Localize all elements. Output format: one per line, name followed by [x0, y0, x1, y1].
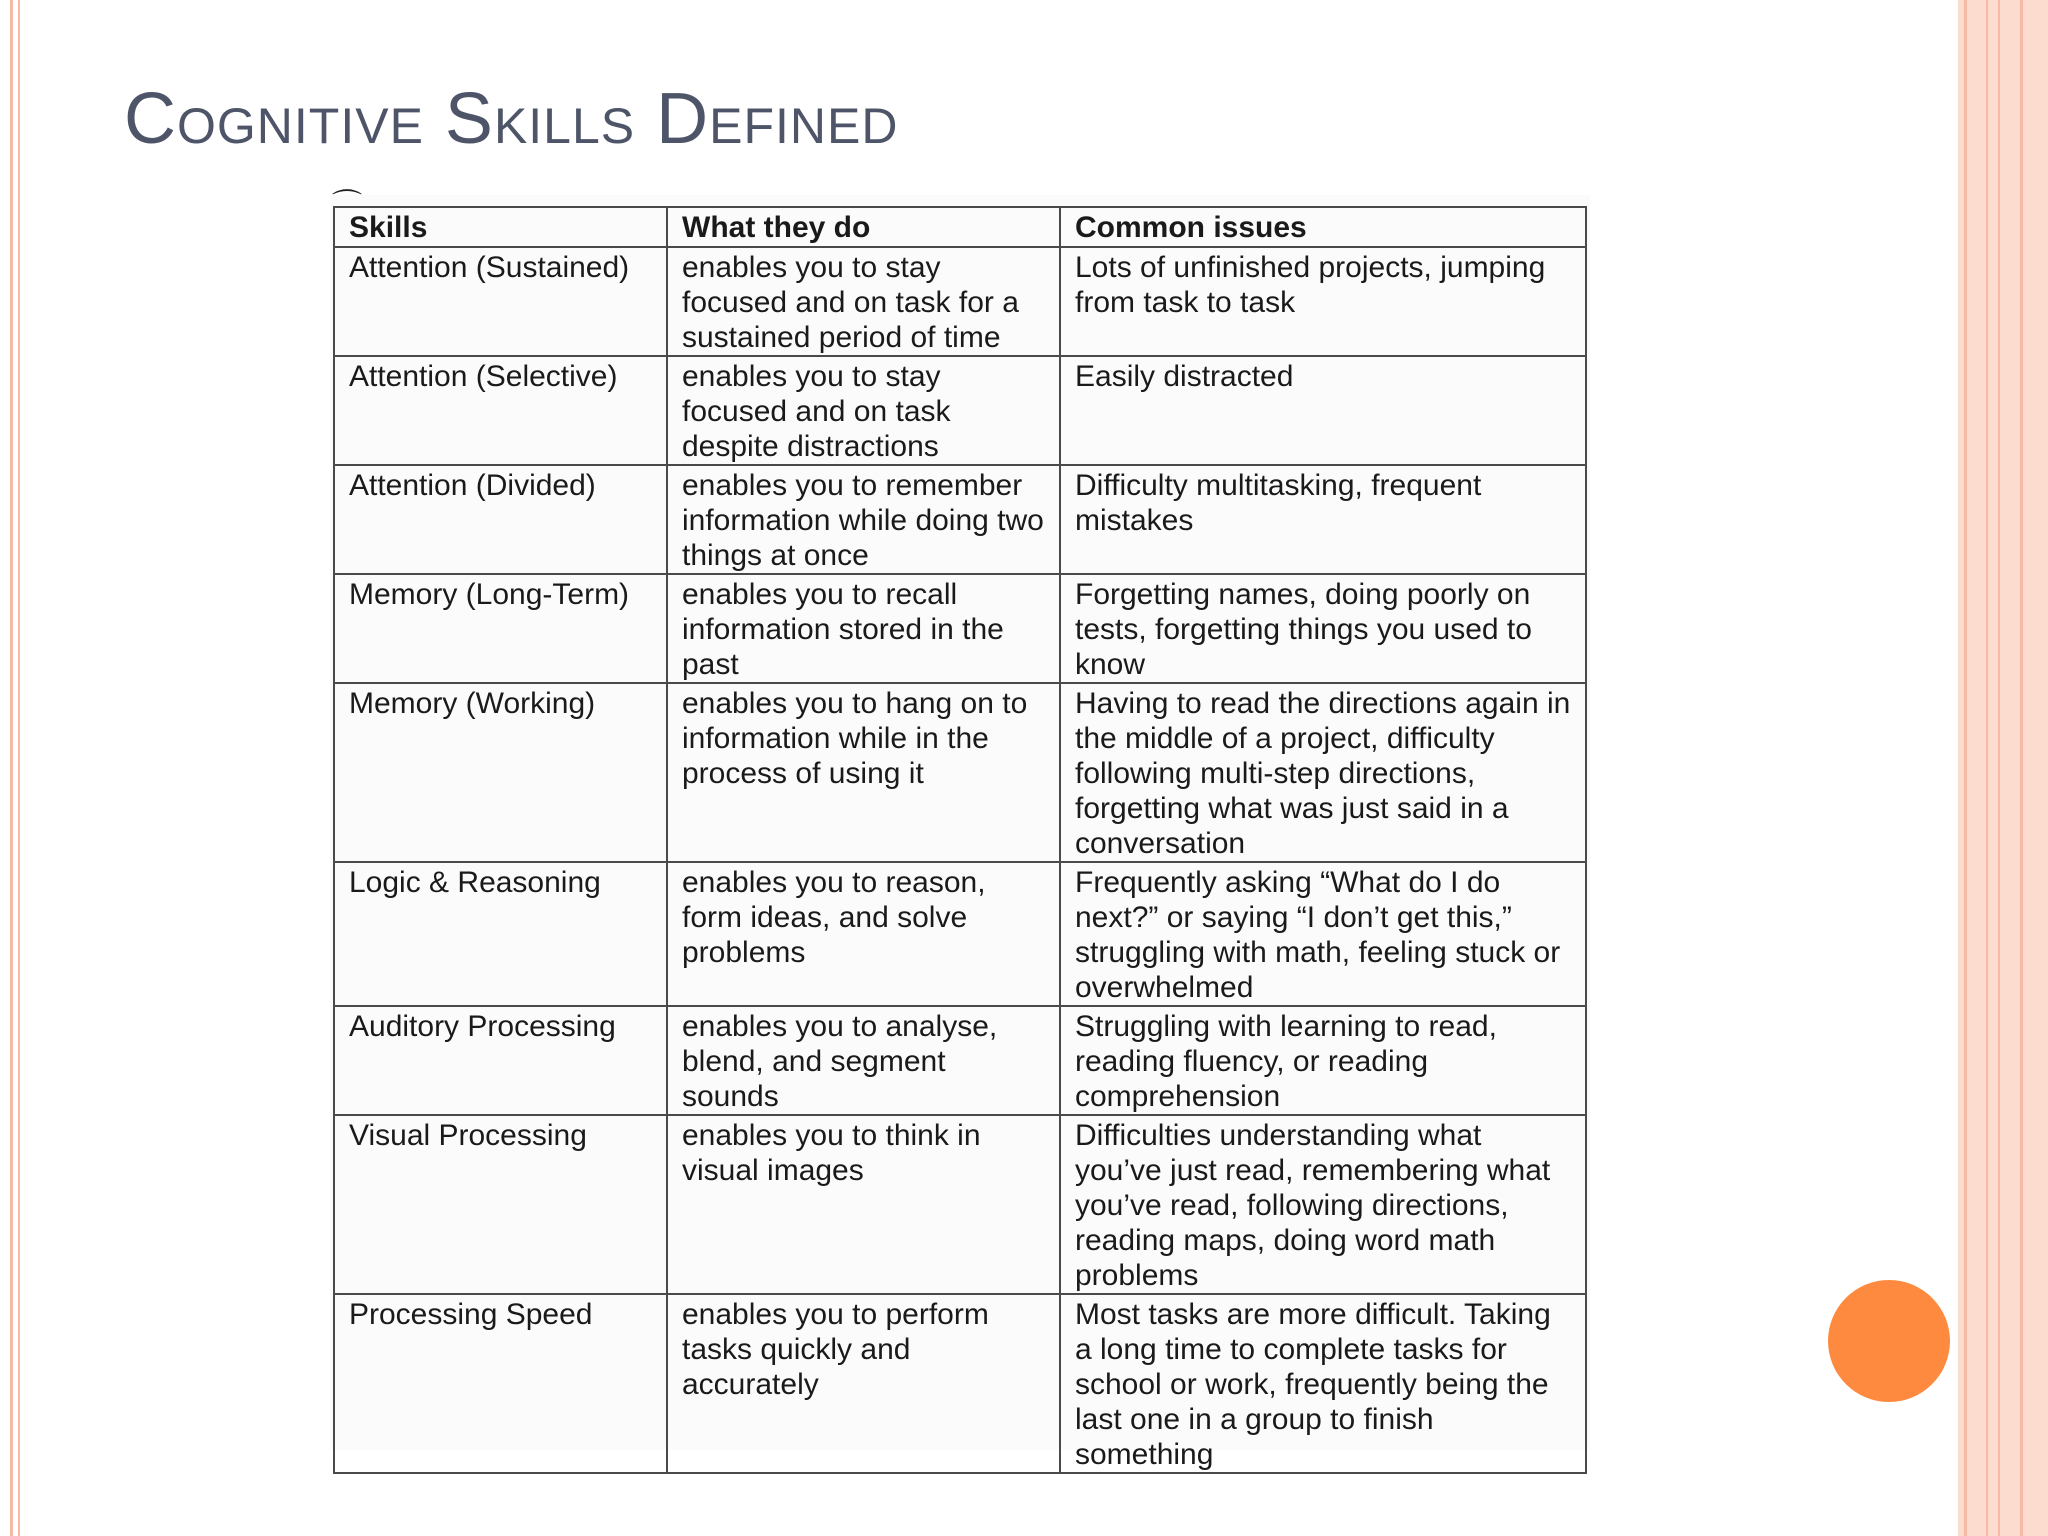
issues-cell: Having to read the directions again in the middle of a project, difficulty following multi-step directions, forgetting what was just said in a conversation	[1060, 683, 1586, 862]
table-row	[334, 574, 1586, 683]
table-row	[334, 1115, 1586, 1294]
issues-cell: Forgetting names, doing poorly on tests, forgetting things you used to know	[1060, 574, 1586, 683]
slide-title: Cognitive Skills Defined	[124, 79, 899, 159]
what-cell: enables you to reason, form ideas, and solve problems	[667, 862, 1060, 1006]
header-what-they-do: What they do	[667, 207, 1060, 247]
right-border-stripe-4	[2020, 0, 2023, 1536]
what-cell: enables you to analyse, blend, and segment sounds	[667, 1006, 1060, 1115]
what-cell: enables you to stay focused and on task for a sustained period of time	[667, 247, 1060, 356]
what-cell: enables you to hang on to information while in the process of using it	[667, 683, 1060, 862]
decorative-circle	[1828, 1280, 1950, 1402]
skill-cell: Memory (Working)	[334, 683, 667, 862]
skill-cell: Attention (Sustained)	[334, 247, 667, 356]
header-skills: Skills	[334, 207, 667, 247]
skill-cell: Memory (Long-Term)	[334, 574, 667, 683]
what-cell: enables you to stay focused and on task despite distractions	[667, 356, 1060, 465]
skill-cell: Processing Speed	[334, 1294, 667, 1473]
left-border-line-1	[10, 0, 13, 1536]
right-border-stripe-2	[1986, 0, 1988, 1536]
skill-cell: Attention (Divided)	[334, 465, 667, 574]
what-cell: enables you to perform tasks quickly and accurately	[667, 1294, 1060, 1473]
issues-cell: Most tasks are more difficult. Taking a long time to complete tasks for school or work, frequently being the last one in a group to finish something	[1060, 1294, 1586, 1473]
issues-cell: Difficulty multitasking, frequent mistakes	[1060, 465, 1586, 574]
skills-table	[333, 206, 1587, 1474]
table-row	[334, 247, 1586, 356]
issues-cell: Easily distracted	[1060, 356, 1586, 465]
what-cell: enables you to remember information while doing two things at once	[667, 465, 1060, 574]
issues-cell: Frequently asking “What do I do next?” or saying “I don’t get this,” struggling with math, feeling stuck or overwhelmed	[1060, 862, 1586, 1006]
header-common-issues: Common issues	[1060, 207, 1586, 247]
skill-cell: Logic & Reasoning	[334, 862, 667, 1006]
table-row	[334, 683, 1586, 862]
issues-cell: Lots of unfinished projects, jumping from task to task	[1060, 247, 1586, 356]
table-row	[334, 356, 1586, 465]
what-cell: enables you to think in visual images	[667, 1115, 1060, 1294]
left-border-line-2	[18, 0, 20, 1536]
right-border-band	[1958, 0, 2048, 1536]
right-border-stripe-3	[1998, 0, 2000, 1536]
table-row	[334, 1294, 1586, 1473]
issues-cell: Difficulties understanding what you’ve just read, remembering what you’ve read, following directions, reading maps, doing word math problems	[1060, 1115, 1586, 1294]
skill-cell: Attention (Selective)	[334, 356, 667, 465]
issues-cell: Struggling with learning to read, reading fluency, or reading comprehension	[1060, 1006, 1586, 1115]
table-header-row	[334, 207, 1586, 247]
skill-cell: Visual Processing	[334, 1115, 667, 1294]
table-row	[334, 862, 1586, 1006]
what-cell: enables you to recall information stored in the past	[667, 574, 1060, 683]
table-row	[334, 465, 1586, 574]
skill-cell: Auditory Processing	[334, 1006, 667, 1115]
scan-mark-icon: ⌒	[332, 188, 362, 223]
table-row	[334, 1006, 1586, 1115]
right-border-stripe-1	[1964, 0, 1967, 1536]
